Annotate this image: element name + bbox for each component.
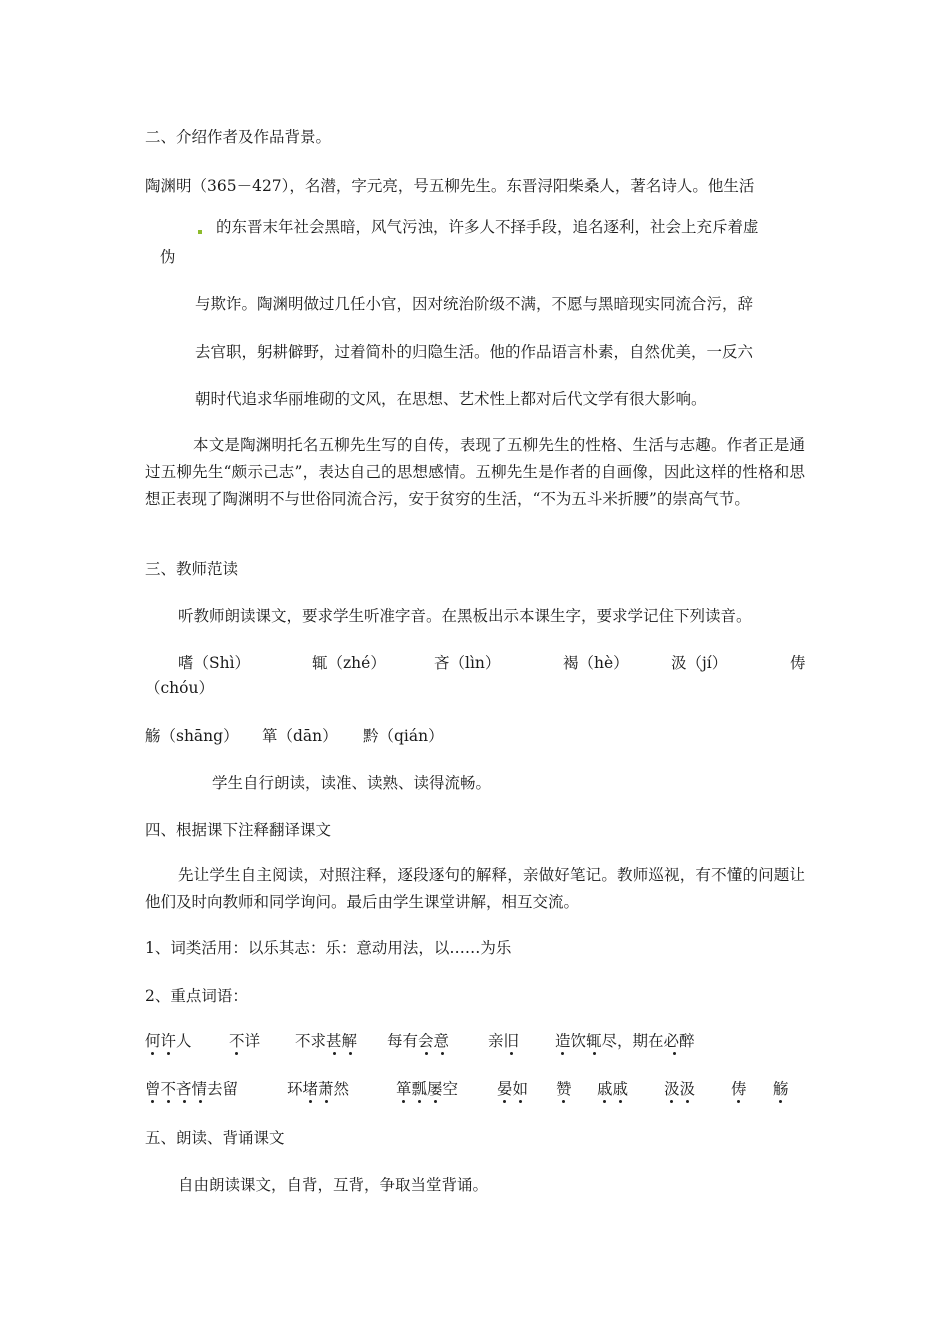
word-11 bbox=[556, 1079, 572, 1099]
item-2: 2、重点词语： bbox=[145, 987, 248, 1005]
word-14 bbox=[731, 1079, 747, 1099]
word-text: 不详 bbox=[229, 1032, 261, 1050]
intro-line-1: 陶渊明（365－427），名潜，字元亮，号五柳先生。东晋浔阳柴桑人，著名诗人。他生活 bbox=[145, 177, 755, 195]
section4-heading: 四、根据课下注释翻译课文 bbox=[145, 821, 332, 839]
word-text: 每有会意 bbox=[387, 1032, 450, 1050]
pron-8: 箪（dān） bbox=[262, 727, 338, 745]
intro-line-2: 的东晋末年社会黑暗，风气污浊，许多人不择手段，追名逐利，社会上充斥着虚 bbox=[216, 218, 759, 236]
word-8 bbox=[287, 1079, 349, 1099]
intro-line-3: 与欺诈。陶渊明做过几任小官，因对统治阶级不满，不愿与黑暗现实同流合污，辞 bbox=[195, 295, 754, 313]
word-text: 箪瓢屡空 bbox=[396, 1080, 459, 1098]
section3-heading: 三、教师范读 bbox=[145, 560, 239, 578]
word-text: 造饮辄尽，期在必醉 bbox=[555, 1032, 695, 1050]
word-text: 曾不吝情去留 bbox=[145, 1080, 239, 1098]
word-12 bbox=[597, 1079, 628, 1099]
section2-paragraph: 本文是陶渊明托名五柳先生写的自传，表现了五柳先生的性格、生活与志趣。作者正是通过五柳先生“颇示己志”，表达自己的思想感情。五柳先生是作者的自画像，因此这样的性格和思想正表现了陶渊明不与世俗同流合污，安于贫穷的生活，“不为五斗米折腰”的崇高气节。 bbox=[145, 436, 805, 508]
pron-6-wrap: （chóu） bbox=[145, 679, 214, 697]
word-4 bbox=[387, 1031, 449, 1051]
word-2 bbox=[229, 1031, 260, 1051]
word-13 bbox=[664, 1079, 695, 1099]
section5-paragraph: 自由朗读课文，自背，互背，争取当堂背诵。 bbox=[178, 1176, 489, 1194]
pron-5: 汲（jí） bbox=[671, 654, 728, 672]
pron-7: 觞（shāng） bbox=[145, 727, 239, 745]
practice-line: 学生自行朗读，读准、读熟、读得流畅。 bbox=[212, 774, 492, 792]
section2-heading: 二、介绍作者及作品背景。 bbox=[145, 128, 332, 146]
word-text: 赞 bbox=[556, 1080, 572, 1098]
word-text: 戚戚 bbox=[597, 1080, 629, 1098]
section4-paragraph: 先让学生自主阅读，对照注释，逐段逐句的解释，亲做好笔记。教师巡视，有不懂的问题让他们及时向教师和同学询问。最后由学生课堂讲解，相互交流。 bbox=[145, 866, 805, 911]
word-text: 觞 bbox=[773, 1080, 789, 1098]
pron-6: 俦 bbox=[790, 654, 806, 672]
pron-3: 吝（lìn） bbox=[434, 654, 501, 672]
intro-line-2b: 伪 bbox=[160, 248, 176, 266]
pron-1: 嗜（Shì） bbox=[178, 654, 251, 672]
intro-line-4: 去官职，躬耕僻野，过着简朴的归隐生活。他的作品语言朴素，自然优美，一反六 bbox=[195, 343, 754, 361]
item-1: 1、词类活用：以乐其志：乐：意动用法，以……为乐 bbox=[145, 939, 512, 957]
section3-paragraph: 听教师朗读课文，要求学生听准字音。在黑板出示本课生字，要求学记住下列读音。 bbox=[178, 607, 752, 625]
word-text: 何许人 bbox=[145, 1032, 192, 1050]
word-1 bbox=[145, 1031, 192, 1051]
pron-4: 褐（hè） bbox=[563, 654, 629, 672]
word-3 bbox=[295, 1031, 357, 1051]
pron-9: 黔（qián） bbox=[363, 727, 444, 745]
section5-heading: 五、朗读、背诵课文 bbox=[145, 1129, 285, 1147]
word-text: 亲旧 bbox=[488, 1032, 520, 1050]
word-9 bbox=[396, 1079, 458, 1099]
word-6 bbox=[555, 1031, 695, 1051]
word-10 bbox=[497, 1079, 528, 1099]
word-text: 不求甚解 bbox=[295, 1032, 358, 1050]
margin-mark bbox=[198, 230, 202, 234]
word-7 bbox=[145, 1079, 238, 1099]
intro-line-5: 朝时代追求华丽堆砌的文风，在思想、艺术性上都对后代文学有很大影响。 bbox=[195, 390, 707, 408]
word-15 bbox=[773, 1079, 789, 1099]
word-text: 晏如 bbox=[497, 1080, 529, 1098]
word-5 bbox=[488, 1031, 519, 1051]
pron-2: 辄（zhé） bbox=[312, 654, 386, 672]
word-text: 俦 bbox=[731, 1080, 747, 1098]
word-text: 环堵萧然 bbox=[287, 1080, 350, 1098]
word-text: 汲汲 bbox=[664, 1080, 696, 1098]
